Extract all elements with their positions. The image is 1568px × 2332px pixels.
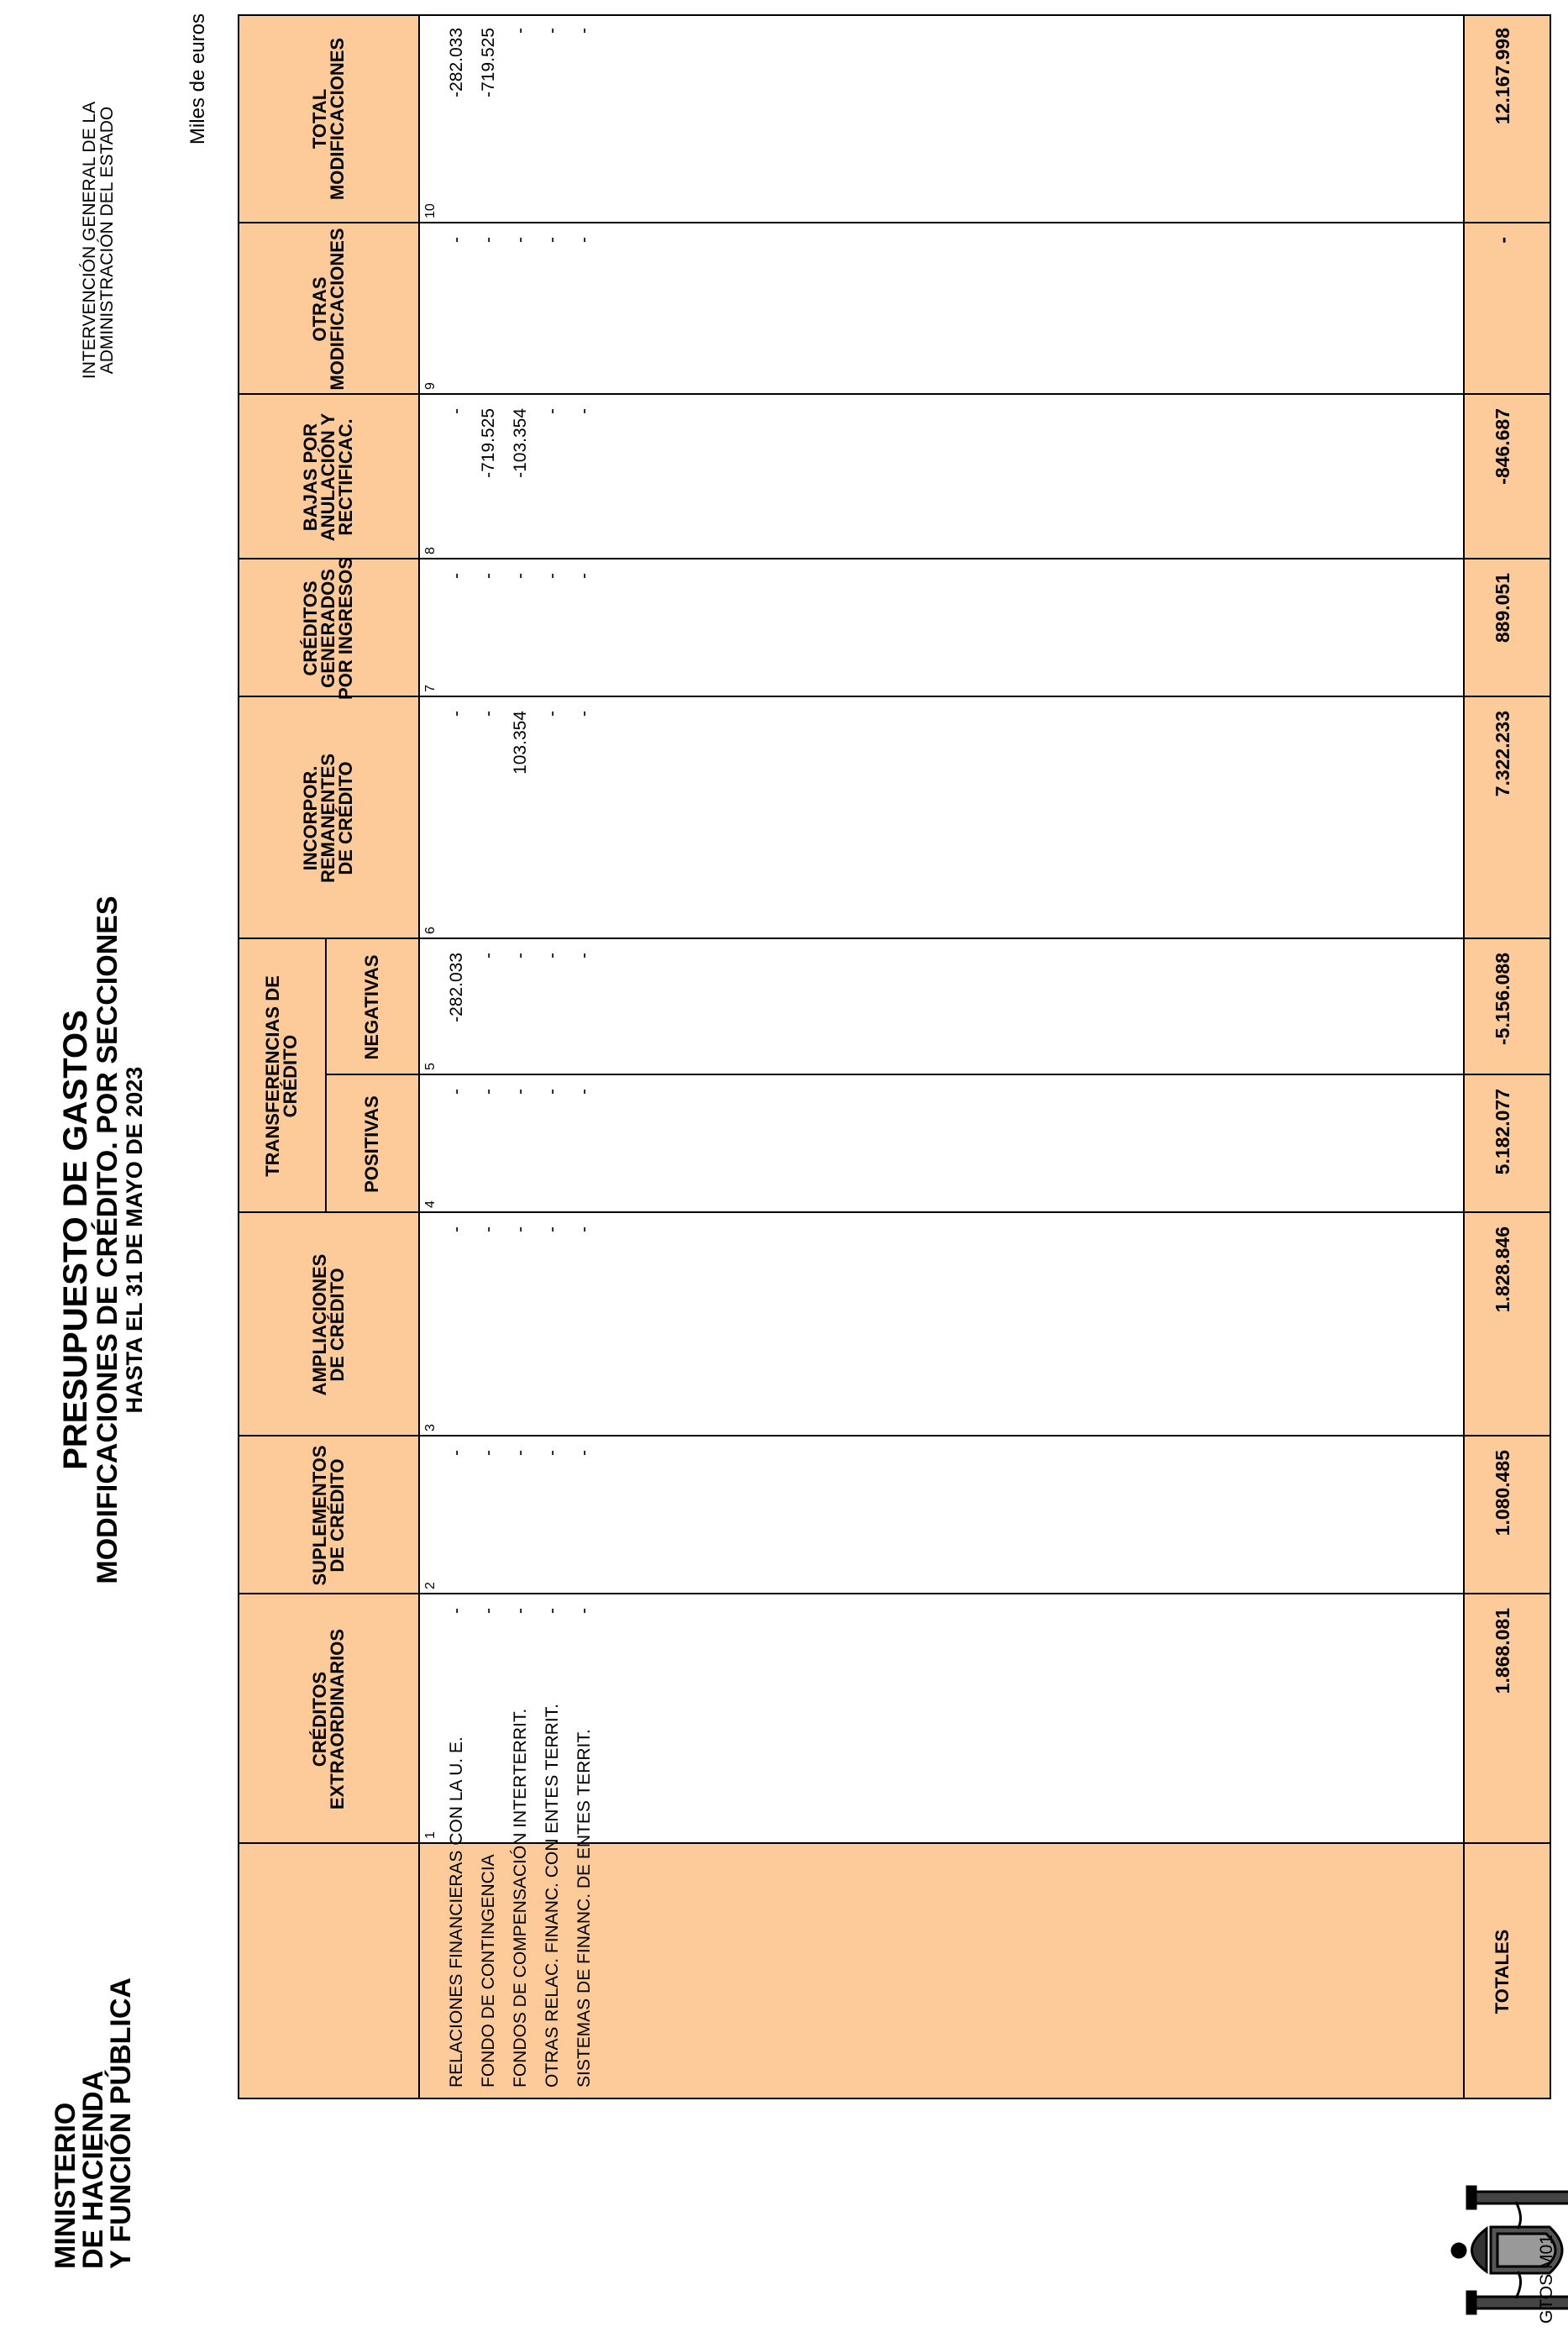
- column-number: 8: [423, 547, 438, 554]
- column-header-line: POR INGRESOS: [335, 557, 356, 700]
- column-header-line: ANULACIÓN Y: [317, 412, 338, 542]
- column-header-label: [302, 754, 354, 883]
- table-cell: -: [511, 1089, 530, 1095]
- column-header-line: CRÉDITOS: [300, 580, 321, 676]
- column-header-label: [302, 413, 354, 541]
- column-header: [238, 223, 418, 395]
- column-number: 10: [423, 203, 438, 218]
- table-cell: -: [543, 573, 562, 579]
- column-header-line: AMPLIACIONES: [308, 1253, 330, 1396]
- table-cell: -103.354: [511, 408, 530, 478]
- column-header-label: [363, 954, 380, 1059]
- table-cell: -: [543, 953, 562, 959]
- table-cell: -719.525: [479, 28, 498, 97]
- table-cell: 103.354: [511, 711, 530, 775]
- totals-cell: 7.322.233: [1492, 711, 1513, 797]
- column-header-line: MODIFICACIONES: [326, 228, 348, 391]
- table-cell: -: [479, 711, 498, 717]
- column-header: [238, 1594, 418, 1844]
- table-cell: -: [543, 1226, 562, 1232]
- units-label: Miles de euros: [186, 13, 209, 145]
- table-cell: -: [543, 711, 562, 717]
- column-rule: [238, 1211, 1551, 1213]
- column-header-line: MODIFICACIONES: [326, 37, 348, 201]
- table-cell: -: [447, 1226, 466, 1232]
- column-rule: [238, 558, 1551, 559]
- table-cell: -: [543, 28, 562, 34]
- column-rule: [238, 696, 1551, 697]
- totals-label: TOTALES: [1492, 1929, 1513, 2014]
- totals-cell: -: [1492, 237, 1513, 244]
- totals-cell: -846.687: [1492, 408, 1513, 485]
- column-header: [325, 1075, 418, 1213]
- column-header-line: OTRAS: [308, 276, 330, 342]
- row-label: RELACIONES FINANCIERAS CON LA U. E.: [447, 1736, 466, 2088]
- row-label: SISTEMAS DE FINANC. DE ENTES TERRIT.: [574, 1729, 594, 2088]
- ministry-line: Y FUNCIÓN PÚBLICA: [105, 1977, 137, 2269]
- column-header: [238, 697, 418, 939]
- column-header: [238, 1436, 418, 1594]
- column-header-line: EXTRAORDINARIOS: [326, 1628, 348, 1810]
- table-cell: -: [479, 573, 498, 579]
- table-cell: -: [511, 237, 530, 243]
- ministry-name: [52, 1916, 135, 2269]
- table-cell: -: [479, 1226, 498, 1232]
- column-number: 3: [423, 1424, 438, 1431]
- column-rule: [325, 1074, 1551, 1075]
- table-cell: -: [511, 573, 530, 579]
- column-number: 9: [423, 382, 438, 390]
- table-cell: -: [574, 1608, 594, 1614]
- column-header-label: [308, 1628, 348, 1810]
- column-number: 5: [423, 1063, 438, 1070]
- table-cell: -: [447, 711, 466, 717]
- table-cell: -: [511, 28, 530, 34]
- table-cell: -: [543, 1450, 562, 1456]
- table-cell: -: [574, 28, 594, 34]
- ministry-line: MINISTERIO: [50, 2102, 81, 2269]
- report-title-block: [59, 820, 146, 1660]
- table-cell: -: [511, 1226, 530, 1232]
- report-subtitle: MODIFICACIONES DE CRÉDITO. POR SECCIONES: [92, 896, 123, 1584]
- totals-cell: 889.051: [1492, 573, 1513, 643]
- table-cell: -: [479, 1450, 498, 1456]
- totals-cell: 1.828.846: [1492, 1226, 1513, 1313]
- totals-cell: 1.080.485: [1492, 1450, 1513, 1536]
- column-header-line: GENERADOS: [317, 569, 338, 688]
- column-rule: [238, 1593, 1551, 1594]
- column-header-line: CRÉDITOS: [308, 1671, 330, 1767]
- table-cell: -: [574, 1450, 594, 1456]
- table-cell: -719.525: [479, 408, 498, 478]
- table-cell: -282.033: [447, 953, 466, 1022]
- column-header-line: BAJAS POR: [300, 423, 321, 532]
- table-cell: -: [574, 573, 594, 579]
- table-cell: -: [447, 1089, 466, 1095]
- table-cell: -: [447, 237, 466, 243]
- table-cell: -: [574, 408, 594, 414]
- issuer-line: INTERVENCIÓN GENERAL DE LA: [80, 101, 99, 380]
- header-rule: [418, 14, 420, 2099]
- column-header-line: POSITIVAS: [361, 1095, 382, 1193]
- column-header-line: SUPLEMENTOS: [308, 1445, 330, 1586]
- column-header-line: INCORPOR.: [300, 765, 321, 871]
- column-number: 7: [423, 685, 438, 692]
- table-cell: -: [447, 408, 466, 414]
- totals-cell: 12.167.998: [1492, 28, 1513, 125]
- column-header-label: [308, 228, 348, 391]
- column-header: [238, 1213, 418, 1436]
- transfers-group-label: [264, 975, 299, 1177]
- issuer-line: ADMINISTRACIÓN DEL ESTADO: [97, 106, 117, 375]
- column-header-line: DE CRÉDITO: [335, 761, 356, 875]
- totals-rule: [1463, 14, 1465, 2099]
- table-cell: -: [479, 1089, 498, 1095]
- table-cell: -: [479, 1608, 498, 1614]
- column-header-line: REMANENTES: [317, 754, 338, 884]
- column-header: [325, 939, 418, 1075]
- column-rule: [238, 393, 1551, 395]
- ministry-line: DE HACIENDA: [77, 2070, 109, 2269]
- column-rule: [238, 1842, 1551, 1844]
- column-header-line: TOTAL: [308, 88, 330, 150]
- table-cell: -: [543, 1089, 562, 1095]
- column-header-line: RECTIFICAC.: [335, 418, 356, 536]
- column-header-label: [363, 1095, 380, 1193]
- issuer-name: [81, 72, 116, 408]
- table-cell: -: [447, 1608, 466, 1614]
- table-cell: -282.033: [447, 28, 466, 97]
- column-number: 6: [423, 927, 438, 934]
- table-cell: -: [511, 1450, 530, 1456]
- form-code: GTOS M01: [1537, 2235, 1556, 2324]
- table-cell: -: [511, 953, 530, 959]
- column-header-label: [308, 1253, 348, 1396]
- row-label: OTRAS RELAC. FINANC. CON ENTES TERRIT.: [543, 1703, 562, 2088]
- column-number: 1: [423, 1831, 438, 1839]
- column-number: 2: [423, 1582, 438, 1589]
- table-cell: -: [447, 1450, 466, 1456]
- table-cell: -: [574, 1089, 594, 1095]
- totals-cell: -5.156.088: [1492, 953, 1513, 1045]
- transfers-group-header: [238, 939, 325, 1213]
- column-header-label: [302, 557, 354, 700]
- table-cell: -: [479, 953, 498, 959]
- column-header-label: [308, 1445, 348, 1586]
- column-header: [238, 14, 418, 223]
- table-cell: -: [574, 1226, 594, 1232]
- table-cell: -: [574, 711, 594, 717]
- transfers-group-line: CRÉDITO: [280, 1034, 301, 1118]
- table-frame: [238, 14, 1551, 2099]
- column-number: 4: [423, 1200, 438, 1208]
- table-cell: -: [543, 408, 562, 414]
- column-header-line: DE CRÉDITO: [326, 1268, 348, 1382]
- column-rule: [238, 1435, 1551, 1436]
- report-title: PRESUPUESTO DE GASTOS: [57, 1010, 94, 1470]
- row-label: FONDO DE CONTINGENCIA: [479, 1854, 498, 2088]
- column-header: [238, 395, 418, 559]
- column-rule: [238, 222, 1551, 223]
- table-cell: -: [543, 237, 562, 243]
- column-header-label: [308, 37, 348, 201]
- column-header-line: DE CRÉDITO: [326, 1458, 348, 1573]
- totals-cell: 1.868.081: [1492, 1608, 1513, 1694]
- totals-cell: 5.182.077: [1492, 1089, 1513, 1175]
- table-cell: -: [574, 237, 594, 243]
- table-cell: -: [479, 237, 498, 243]
- report-period: HASTA EL 31 DE MAYO DE 2023: [122, 1066, 147, 1414]
- column-header-line: NEGATIVAS: [361, 954, 382, 1060]
- table-cell: -: [543, 1608, 562, 1614]
- row-label: FONDOS DE COMPENSACIÓN INTERTERRIT.: [511, 1708, 530, 2088]
- column-rule: [238, 938, 1551, 939]
- table-cell: -: [447, 573, 466, 579]
- table-cell: -: [511, 1608, 530, 1614]
- table-cell: -: [574, 953, 594, 959]
- column-header: [238, 557, 418, 700]
- transfers-group-line: TRANSFERENCIAS DE: [262, 975, 283, 1177]
